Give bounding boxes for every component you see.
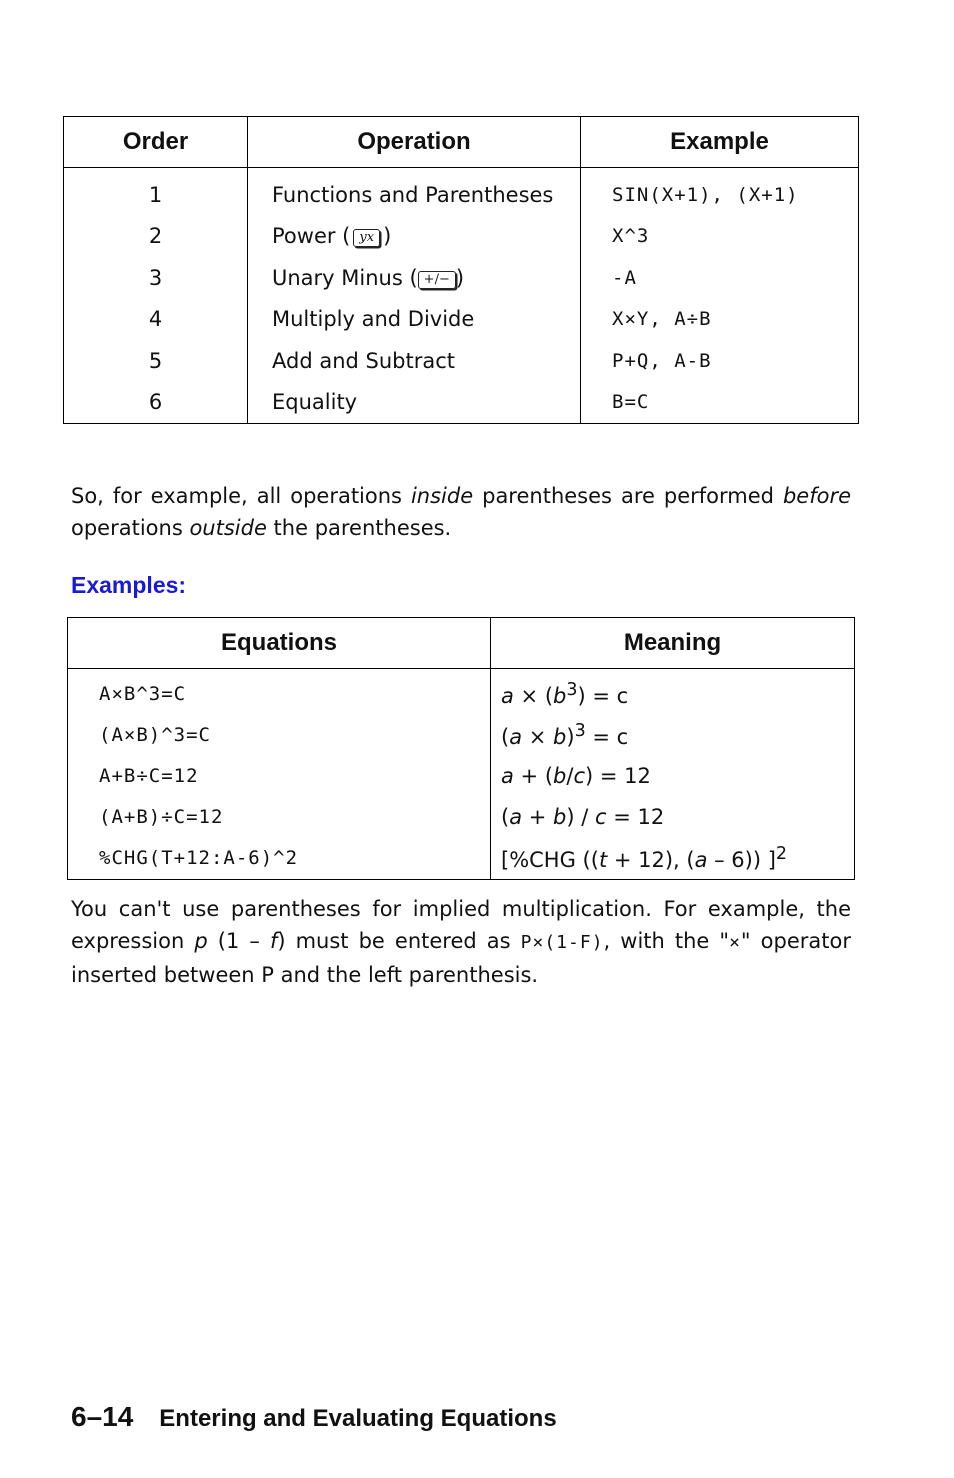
example-cell: SIN(X+1), (X+1)	[581, 168, 859, 216]
example-cell: X×Y, A÷B	[581, 299, 859, 341]
text: ×	[522, 724, 554, 749]
chapter-title: Entering and Evaluating Equations	[159, 1405, 557, 1432]
var: b	[553, 763, 567, 788]
equations-table	[67, 617, 855, 880]
var: t	[598, 848, 608, 873]
meaning-cell	[491, 714, 855, 755]
text: " operator inserted between P and the left parenthesis.	[71, 929, 851, 987]
var: a	[694, 848, 708, 873]
operation-text: Power (	[272, 224, 351, 249]
header-operation: Operation	[248, 117, 581, 168]
operation-cell	[248, 257, 581, 299]
exponent: 2	[775, 844, 788, 865]
table-row	[68, 838, 855, 880]
table-row	[64, 382, 859, 424]
code: P×(1-F)	[520, 932, 604, 953]
var: a	[509, 805, 523, 830]
table-row	[68, 797, 855, 838]
code: ×	[729, 932, 741, 953]
examples-heading: Examples:	[71, 572, 187, 598]
table-row	[64, 340, 859, 382]
order-cell: 3	[148, 265, 163, 290]
var: a	[501, 763, 514, 788]
var: b	[553, 724, 567, 749]
order-cell: 4	[148, 307, 163, 332]
emphasis: inside	[410, 484, 474, 508]
implied-multiplication-paragraph	[71, 893, 851, 991]
text: , with the "	[603, 929, 730, 953]
table-row	[64, 257, 859, 299]
var: b	[553, 683, 567, 708]
table-row	[68, 755, 855, 796]
var: a	[509, 724, 523, 749]
text: + 12), (	[607, 848, 695, 873]
precedence-paragraph	[71, 480, 851, 544]
example-cell: B=C	[581, 382, 859, 424]
operation-text: Unary Minus (	[272, 265, 418, 290]
equation-cell: %CHG(T+12:A-6)^2	[99, 847, 299, 870]
meaning-cell	[491, 755, 855, 796]
text: +	[522, 805, 554, 830]
equation-cell: A+B÷C=12	[99, 764, 199, 787]
header-order: Order	[64, 117, 248, 168]
operation-cell	[248, 216, 581, 258]
change-sign-key-icon: +/−	[418, 271, 456, 289]
text: – 6)) ]	[707, 848, 776, 873]
text: )	[566, 724, 575, 749]
operation-cell: Add and Subtract	[248, 340, 581, 382]
order-cell: 6	[148, 390, 163, 415]
text: [%CHG ((	[501, 848, 599, 873]
var: c	[595, 805, 607, 830]
text: (	[501, 805, 510, 830]
text: /	[566, 763, 574, 788]
equation-cell: A×B^3=C	[99, 682, 187, 705]
table-row	[64, 168, 859, 216]
order-cell: 2	[148, 224, 163, 249]
operation-cell: Equality	[248, 382, 581, 424]
emphasis: outside	[189, 516, 267, 540]
header-meaning: Meaning	[491, 618, 855, 669]
table-row	[68, 669, 855, 715]
text: ) = 12	[584, 763, 651, 788]
var: c	[573, 763, 585, 788]
text: ) = c	[577, 683, 629, 708]
var: b	[553, 805, 567, 830]
text: + (	[513, 763, 554, 788]
header-equations: Equations	[68, 618, 491, 669]
header-example: Example	[581, 117, 859, 168]
operation-text: )	[383, 224, 392, 249]
order-cell: 5	[148, 348, 163, 373]
text: (1 –	[207, 929, 270, 953]
equation-cell: (A×B)^3=C	[99, 723, 211, 746]
text: So, for example, all operations	[71, 484, 411, 508]
text: ) must be entered as	[277, 929, 521, 953]
order-cell: 1	[148, 182, 163, 207]
meaning-cell	[491, 669, 855, 715]
operation-text: )	[455, 265, 465, 290]
table-row	[68, 714, 855, 755]
text: = 12	[606, 805, 665, 830]
operation-cell: Multiply and Divide	[248, 299, 581, 341]
order-of-operations-table	[63, 116, 859, 424]
equation-cell: (A+B)÷C=12	[99, 806, 224, 829]
text: the parentheses.	[266, 516, 452, 540]
text: ) /	[566, 805, 595, 830]
page-number: 6–14	[71, 1401, 134, 1432]
var: a	[501, 683, 514, 708]
exponent: 3	[574, 720, 586, 741]
text: You can't use parentheses for implied multiplication. For example, the expression	[71, 897, 851, 953]
table-row	[64, 216, 859, 258]
text: = c	[585, 724, 629, 749]
text: operations	[71, 516, 190, 540]
text: parentheses are performed	[473, 484, 783, 508]
meaning-cell	[491, 838, 855, 880]
example-cell: X^3	[581, 216, 859, 258]
var: p	[194, 929, 208, 953]
example-cell: P+Q, A-B	[581, 340, 859, 382]
page-footer	[71, 1401, 557, 1433]
power-key-icon: yx	[353, 229, 380, 247]
exponent: 3	[566, 679, 578, 700]
text: (	[501, 724, 510, 749]
table-row	[64, 299, 859, 341]
text: × (	[513, 683, 554, 708]
var: f	[269, 929, 278, 953]
meaning-cell	[491, 797, 855, 838]
operation-cell: Functions and Parentheses	[248, 168, 581, 216]
emphasis: before	[782, 484, 851, 508]
example-cell: -A	[581, 257, 859, 299]
